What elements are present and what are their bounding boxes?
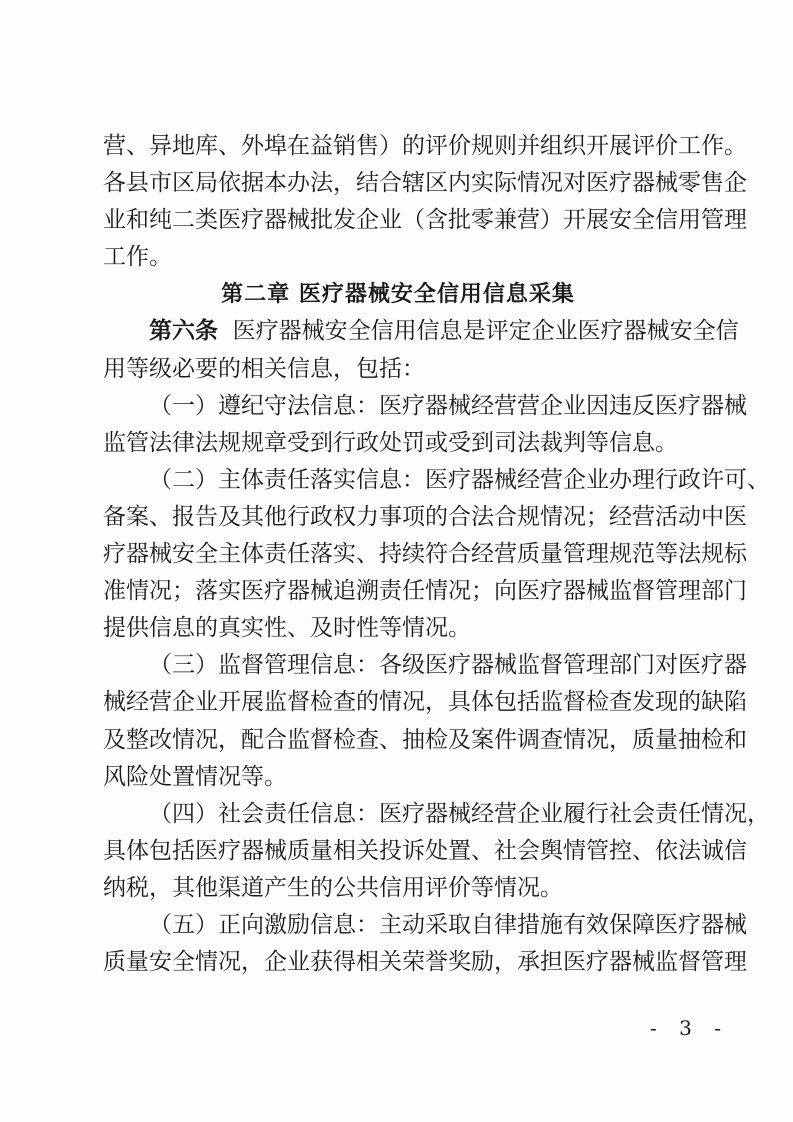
text-line: 疗器械安全主体责任落实、持续符合经营质量管理规范等法规标 (103, 541, 747, 568)
item-4-line: （四）社会责任信息：医疗器械经营企业履行社会责任情况， (149, 800, 770, 827)
chapter-heading: 第二章 医疗器械安全信用信息采集 (221, 282, 575, 308)
text-line: 各县市区局依据本办法，结合辖区内实际情况对医疗器械零售企 (103, 170, 747, 197)
text-line: 监管法律法规规章受到行政处罚或受到司法裁判等信息。 (103, 429, 678, 456)
item-3-line: （三）监督管理信息：各级医疗器械监督管理部门对医疗器 (149, 652, 747, 679)
text-line: 提供信息的真实性、及时性等情况。 (103, 615, 471, 642)
page-number: - 3 - (650, 1016, 729, 1040)
text-line: 纳税，其他渠道产生的公共信用评价等情况。 (103, 874, 563, 901)
text-line: 械经营企业开展监督检查的情况，具体包括监督检查发现的缺陷 (103, 689, 747, 716)
text-line: 准情况；落实医疗器械追溯责任情况；向医疗器械监督管理部门 (103, 578, 747, 605)
text-line: 业和纯二类医疗器械批发企业（含批零兼营）开展安全信用管理 (103, 207, 747, 234)
item-1-line: （一）遵纪守法信息：医疗器械经营营企业因违反医疗器械 (149, 392, 747, 419)
article-6-line (103, 313, 739, 350)
document-body (103, 128, 770, 981)
text-line: 及整改情况，配合监督检查、抽检及案件调查情况，质量抽检和 (103, 726, 747, 753)
text-line: 具体包括医疗器械质量相关投诉处置、社会舆情管控、依法诚信 (103, 837, 747, 864)
article-text: 医疗器械安全信用信息是评定企业医疗器械安全信 (232, 318, 739, 345)
text-line: 备案、报告及其他行政权力事项的合法合规情况；经营活动中医 (103, 503, 747, 530)
item-2-line: （二）主体责任落实信息：医疗器械经营企业办理行政许可、 (149, 466, 770, 493)
item-5-line: （五）正向激励信息：主动采取自律措施有效保障医疗器械 (149, 911, 747, 938)
text-line: 质量安全情况，企业获得相关荣誉奖励，承担医疗器械监督管理 (103, 949, 747, 976)
text-line: 工作。 (103, 244, 172, 271)
article-label: 第六条 (149, 318, 218, 345)
text-line: 用等级必要的相关信息，包括： (103, 355, 425, 382)
text-line: 营、异地库、外埠在益销售）的评价规则并组织开展评价工作。 (103, 133, 747, 159)
text-line: 风险处置情况等。 (103, 763, 287, 790)
